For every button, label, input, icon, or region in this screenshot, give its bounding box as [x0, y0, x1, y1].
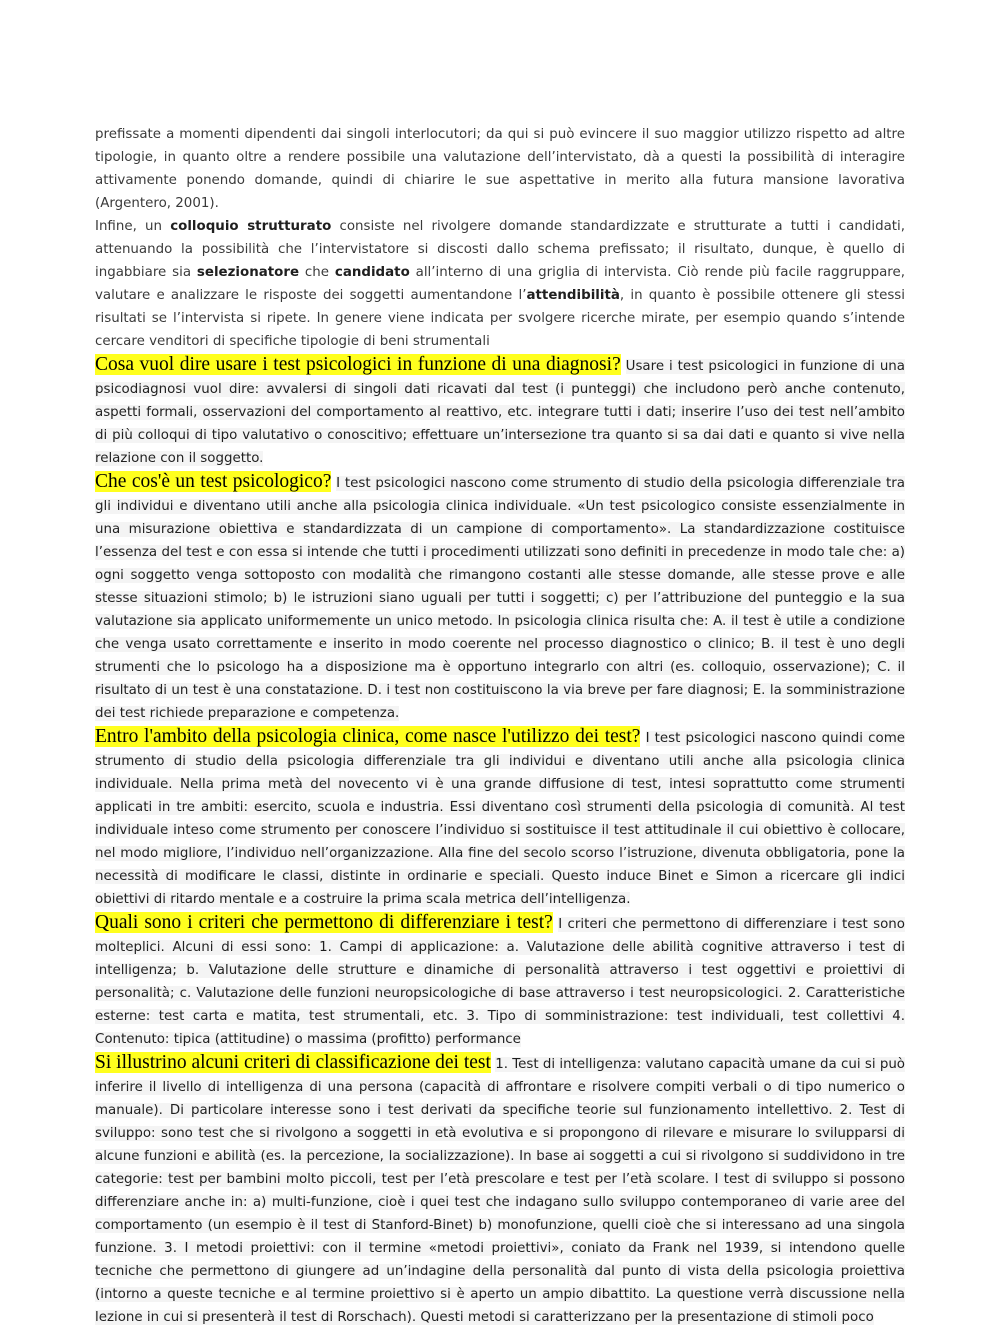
text-run: , in quanto è possibile ottenere gli stessi risultati se l’intervista si ripete. In genere viene indicata per svolgere ricerche mirate, per esempio quando s’intende cercare venditori di specifiche tipologie di beni strumentali: [95, 288, 905, 349]
text-run: che: [299, 265, 335, 280]
bold-term: candidato: [334, 265, 410, 280]
question-highlight: Quali sono i criteri che permettono di differenziare i test?: [95, 912, 553, 933]
document-page: [95, 123, 905, 1329]
bold-term: colloquio strutturato: [170, 219, 332, 234]
answer-text: I test psicologici nascono come strumento di studio della psicologia differenziale tra gli individui e diventano utili anche alla psicologia clinica individuale. «Un test psicologico consiste essenzialmente in una misurazione obiettiva e standardizzata di un campione di comportamento». La standardizzazione costituisce l’essenza del test e con essa si intende che tutti i procedimenti utilizzati sono definiti in precedenze in modo tale che: a) ogni soggetto venga sottoposto con modalità che rimangono costanti alle stesse domande, alle stesse prove e alle stesse situazioni stimolo; b) le istruzioni siano uguali per tutti i soggetti; c) per l’attribuzione del punteggio e la sua valutazione sia applicato uniformemente un unico metodo. In psicologia clinica risulta che: A. il test è utile a condizione che venga usato correttamente e inserito in modo coerente nel processo diagnostico o clinico; B. il test è uno degli strumenti che lo psicologo ha a disposizione ma è opportuno integrarlo con altri (es. colloquio, osservazione); C. il risultato di un test è una constatazione. D. i test non costituiscono la via breve per fare diagnosi; E. la somministrazione dei test richiede preparazione e competenza.: [95, 476, 905, 721]
bold-term: selezionatore: [196, 265, 300, 280]
qa-section-classificazione: [95, 1051, 905, 1329]
qa-section-test-psicologico: [95, 470, 905, 725]
qa-section-psicologia-clinica: [95, 725, 905, 911]
bold-term: attendibilità: [526, 288, 620, 303]
question-highlight: Entro l'ambito della psicologia clinica, come nasce l'utilizzo dei test?: [95, 726, 641, 747]
answer-text: Usare i test psicologici in funzione di una psicodiagnosi vuol dire: avvalersi di singoli dati ricavati dal test (i punteggi) che includono però anche contenuto, aspetti formali, osservazioni del comportamento al reattivo, etc. integrare tutti i dati; inserire l’uso dei test nell’ambito di più colloqui di tipo valutativo o conoscitivo; effettuare un’intersezione tra quanto si sa dai dati e quanto si vive nella relazione con il soggetto.: [95, 359, 905, 466]
qa-section-diagnosi: [95, 353, 905, 470]
text-run: Infine, un: [95, 219, 171, 234]
text-run: consiste nel rivolgere domande standardizzate e strutturate a tutti i candidati, attenuando la possibilità che l’intervistatore si discosti dallo schema prefissato; il risultato, dunque, è quello di ingabbiare sia: [95, 219, 906, 280]
answer-text: 1. Test di intelligenza: valutano capacità umane da cui si può inferire il livello di intelligenza di una persona (capacità di affrontare e risolvere compiti verbali o di tipo numerico o manuale). Di particolare interesse sono i test derivati da specifiche teorie sul funzionamento intellettivo. 2. Test di sviluppo: sono test che si rivolgono a soggetti in età evolutiva e si propongono di rilevare e misurare lo svilupparsi di alcune funzioni e abilità (es. la percezione, la socializzazione). In base ai soggetti a cui si rivolgono si suddividono in tre categorie: test per bambini molto piccoli, test per l’età prescolare e test per l’età scolare. I test di sviluppo si possono differenziare anche in: a) multi-funzione, cioè i quei test che indagano sullo sviluppo contemporaneo di varie aree del comportamento (un esempio è il test di Stanford-Binet) b) monofunzione, quelli cioè che si interessano ad una singola funzione. 3. I metodi proiettivi: con il termine «metodi proiettivi», coniato da Frank nel 1939, si intendono quelle tecniche che permettono di giungere ad un’indagine della personalità dal punto di vista della psicologia proiettiva (intorno a queste tecniche e al termine proiettivo si è aperto un ampio dibattito. La questione verrà discussione nella lezione in cui si presenterà il test di Rorschach). Questi metodi si caratterizzano per la presentazione di stimoli poco: [95, 1057, 905, 1325]
question-highlight: Cosa vuol dire usare i test psicologici in funzione di una diagnosi?: [95, 354, 621, 375]
question-highlight: Che cos'è un test psicologico?: [95, 471, 332, 492]
text-run: all’interno di una griglia di intervista. Ciò rende più facile raggruppare, valutare e analizzare le risposte dei soggetti aumentandone l’: [95, 265, 905, 303]
qa-section-criteri: [95, 911, 905, 1051]
answer-text: I test psicologici nascono quindi come strumento di studio della psicologia differenziale tra gli individui e diventano utili anche alla psicologia clinica individuale. Nella prima metà del novecento vi è una grande diffusione di test, intesi soprattutto come strumenti applicati in tre ambiti: esercito, scuola e industria. Essi diventano così strumenti della psicologia di comunità. Al test individuale inteso come strumento per conoscere l’individuo si sostituisce il test attitudinale il cui obiettivo è collocare, nel modo migliore, l’individuo nell’organizzazione. Alla fine del secolo scorso l’istruzione, divenuta obbligatoria, pone la necessità di modificare le classi, distinte in ordinarie e speciali. Questo induce Binet e Simon a ricercare gli indici obiettivi di ritardo mentale e a costruire la prima scala metrica dell’intelligenza.: [95, 731, 905, 907]
intro-paragraph-2: [95, 215, 905, 353]
intro-paragraph-1: prefissate a momenti dipendenti dai singoli interlocutori; da qui si può evincere il suo maggior utilizzo rispetto ad altre tipologie, in quanto oltre a rendere possibile una valutazione dell’intervistato, dà a questi la possibilità di interagire attivamente ponendo domande, quindi di chiarire le sue aspettative in merito alla futura mansione lavorativa (Argentero, 2001).: [95, 127, 905, 211]
answer-text: I criteri che permettono di differenziare i test sono molteplici. Alcuni di essi sono: 1. Campi di applicazione: a. Valutazione delle abilità cognitive attraverso i test di intelligenza; b. Valutazione delle strutture e dinamiche di personalità attraverso i test oggettivi e proiettivi di personalità; c. Valutazione delle funzioni neuropsicologiche di base attraverso i test neuropsicologici. 2. Caratteristiche esterne: test carta e matita, test strumentali, etc. 3. Tipo di somministrazione: test individuali, test collettivi 4. Contenuto: tipica (attitudine) o massima (profitto) performance: [95, 917, 905, 1047]
question-highlight: Si illustrino alcuni criteri di classificazione dei test: [95, 1052, 491, 1073]
